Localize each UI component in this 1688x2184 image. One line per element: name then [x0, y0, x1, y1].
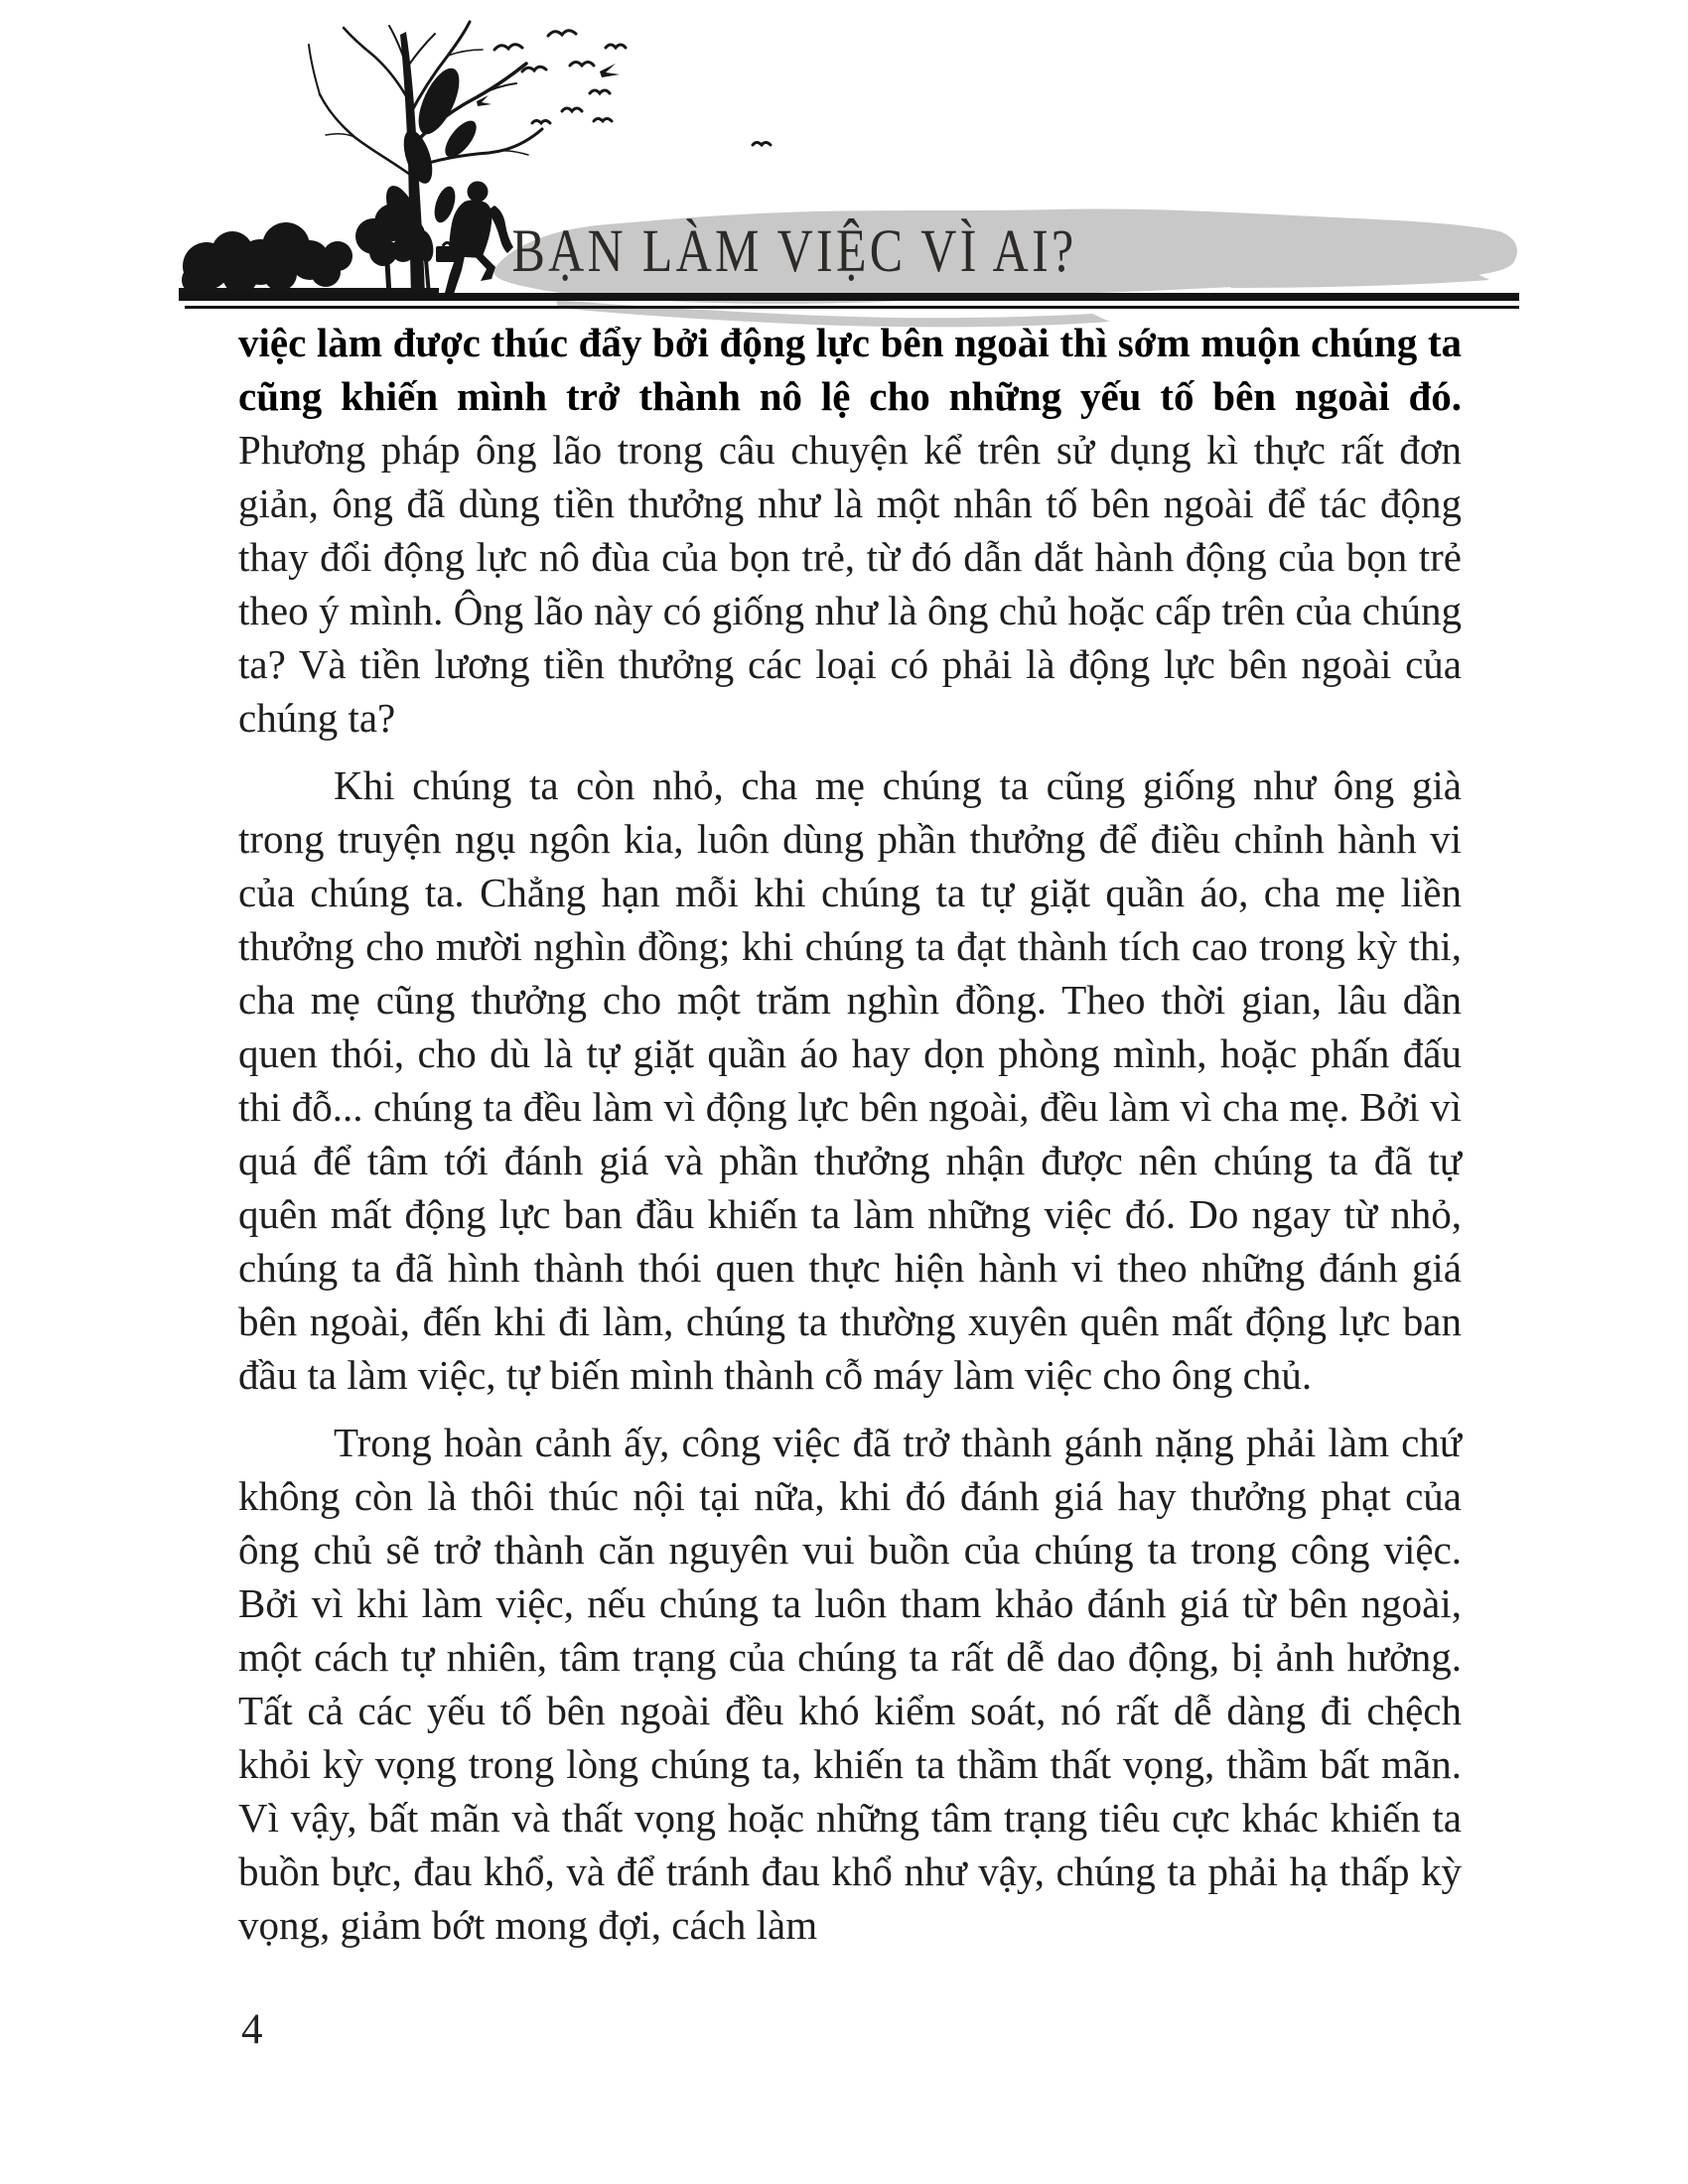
- paragraph: Khi chúng ta còn nhỏ, cha mẹ chúng ta cũng giống như ông già trong truyện ngụ ngôn kia, luôn dùng phần thưởng để điều chỉnh hành vi của chúng ta. Chẳng hạn mỗi khi chúng ta tự giặt quần áo, cha mẹ liền thưởng cho mười nghìn đồng; khi chúng ta đạt thành tích cao trong kỳ thi, cha mẹ cũng thưởng cho một trăm nghìn đồng. Theo thời gian, lâu dần quen thói, cho dù là tự giặt quần áo hay dọn phòng mình, hoặc phấn đấu thi đỗ... chúng ta đều làm vì động lực bên ngoài, đều làm vì cha mẹ. Bởi vì quá để tâm tới đánh giá và phần thưởng nhận được nên chúng ta đã tự quên mất động lực ban đầu khiến ta làm những việc đó. Do ngay từ nhỏ, chúng ta đã hình thành thói quen thực hiện hành vi theo những đánh giá bên ngoài, đến khi đi làm, chúng ta thường xuyên quên mất động lực ban đầu ta làm việc, tự biến mình thành cỗ máy làm việc cho ông chủ.: [238, 762, 1462, 1398]
- birds-flock-icon: [477, 31, 771, 145]
- body-text: [238, 316, 1462, 1966]
- paragraph: Trong hoàn cảnh ấy, công việc đã trở thành gánh nặng phải làm chứ không còn là thôi thúc nội tại nữa, khi đó đánh giá hay thưởng phạt của ông chủ sẽ trở thành căn nguyên vui buồn của chúng ta trong công việc. Bởi vì khi làm việc, nếu chúng ta luôn tham khảo đánh giá từ bên ngoài, một cách tự nhiên, tâm trạng của chúng ta rất dễ dao động, bị ảnh hưởng. Tất cả các yếu tố bên ngoài đều khó kiểm soát, nó rất dễ dàng đi chệch khỏi kỳ vọng trong lòng chúng ta, khiến ta thầm thất vọng, thầm bất mãn. Vì vậy, bất mãn và thất vọng hoặc những tâm trạng tiêu cực khác khiến ta buồn bực, đau khổ, và để tránh đau khổ như vậy, chúng ta phải hạ thấp kỳ vọng, giảm bớt mong đợi, cách làm: [238, 1420, 1462, 1948]
- bold-lead-sentence: việc làm được thúc đẩy bởi động lực bên ngoài thì sớm muộn chúng ta cũng khiến mình trở thành nô lệ cho những yếu tố bên ngoài đó.: [238, 320, 1462, 419]
- page-number: 4: [241, 2006, 263, 2053]
- paragraph-continuation: [238, 316, 1462, 745]
- paragraph-text: Phương pháp ông lão trong câu chuyện kể trên sử dụng kì thực rất đơn giản, ông đã dùng tiền thưởng như là một nhân tố bên ngoài để tác động thay đổi động lực nô đùa của bọn trẻ, từ đó dẫn dắt hành động của bọn trẻ theo ý mình. Ông lão này có giống như là ông chủ hoặc cấp trên của chúng ta? Và tiền lương tiền thưởng các loại có phải là động lực bên ngoài của chúng ta?: [238, 427, 1462, 741]
- chapter-title: BẠN LÀM VIỆC VÌ AI?: [511, 218, 1077, 285]
- header-rule: [179, 293, 1519, 309]
